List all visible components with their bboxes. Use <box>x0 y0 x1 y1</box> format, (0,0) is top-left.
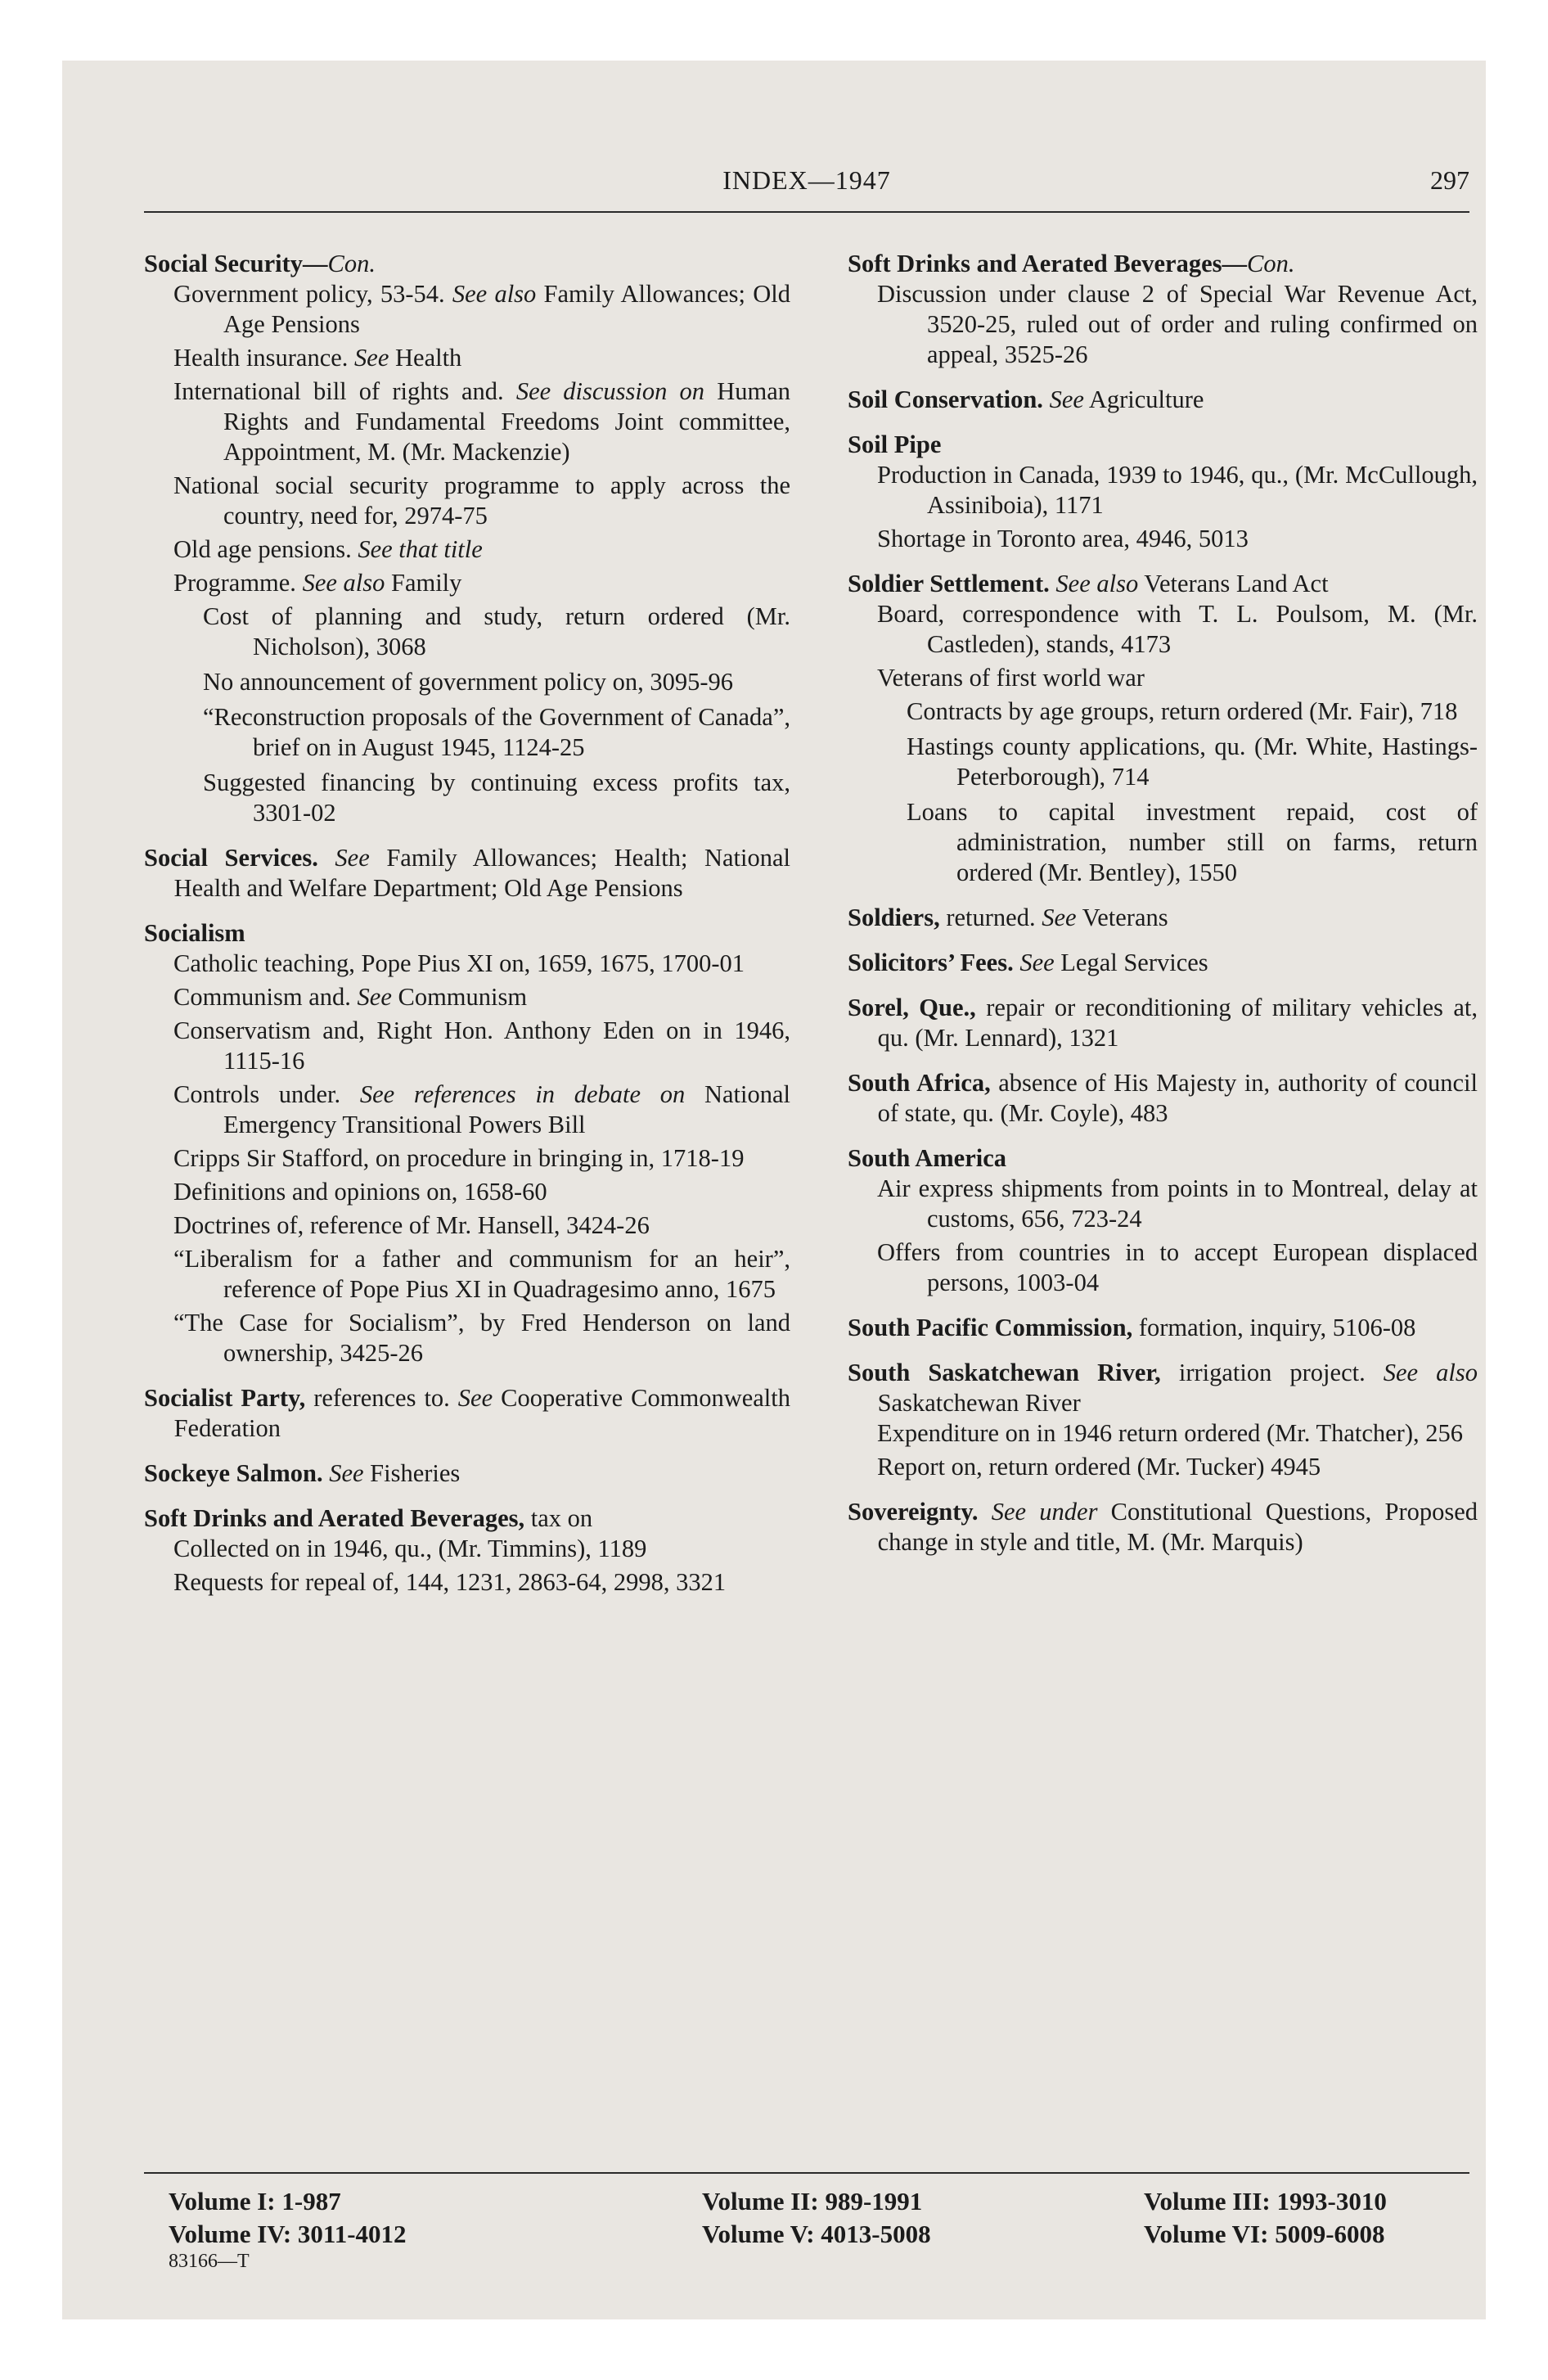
index-entry <box>848 249 1478 370</box>
index-entry <box>848 1068 1478 1129</box>
sub-sub-entry <box>907 696 1478 727</box>
cross-reference-phrase: See also <box>1383 1359 1478 1386</box>
index-entry <box>144 1503 790 1598</box>
entry-text: repair or reconditioning of military vehicles at, qu. (Mr. Lennard), 1321 <box>877 994 1478 1052</box>
index-entry <box>144 249 790 828</box>
cross-reference-phrase: Con. <box>1246 250 1295 277</box>
entry-text: absence of His Majesty in, authority of council of state, qu. (Mr. Coyle), 483 <box>877 1069 1478 1127</box>
cross-reference-phrase: See <box>354 344 389 372</box>
entry-text: “Reconstruction proposals of the Government of Canada”, brief on in August 1945, 1124-25 <box>203 703 790 761</box>
sub-entry <box>173 1016 790 1076</box>
volume-range: 5009-6008 <box>1275 2220 1385 2248</box>
sub-sub-entry <box>203 702 790 763</box>
index-entry <box>848 385 1478 415</box>
entry-text: Cripps Sir Stafford, on procedure in bringing in, 1718-19 <box>173 1144 745 1172</box>
cross-reference-phrase: See <box>1042 904 1077 931</box>
entry-heading <box>848 569 1478 599</box>
sub-sub-entry <box>203 667 790 697</box>
sub-entry <box>877 1418 1478 1449</box>
entry-text: “The Case for Socialism”, by Fred Henderson on land ownership, 3425-26 <box>173 1309 790 1367</box>
sub-entry <box>173 982 790 1012</box>
page-number: 297 <box>1430 165 1469 195</box>
index-entry <box>848 1497 1478 1557</box>
entry-text: references to. <box>305 1384 458 1412</box>
entry-heading <box>848 385 1478 415</box>
entry-text: Conservatism and, Right Hon. Anthony Eden on in 1946, 1115-16 <box>173 1016 790 1075</box>
left-column <box>144 249 790 1612</box>
entry-heading <box>848 1068 1478 1129</box>
headword: South Saskatchewan River, <box>848 1359 1161 1386</box>
volume-range: 3011-4012 <box>297 2220 407 2248</box>
index-page <box>62 61 1486 2319</box>
index-entry <box>848 903 1478 933</box>
headword: Soldier Settlement. <box>848 570 1050 597</box>
sub-entry <box>173 1210 790 1241</box>
entry-text: tax on <box>524 1504 593 1532</box>
entry-text <box>979 1498 992 1526</box>
entry-text: Constitutional Questions, Proposed change in style and title, M. (Mr. Marquis) <box>877 1498 1478 1556</box>
entry-text: Loans to capital investment repaid, cost of administration, number still on farms, return ordered (Mr. Bentley), 1550 <box>907 798 1478 886</box>
sub-entry <box>173 1534 790 1564</box>
entry-text: Discussion under clause 2 of Special War Revenue Act, 3520-25, ruled out of order and ruling confirmed on appeal, 3525-26 <box>877 280 1478 368</box>
entry-text <box>318 844 335 872</box>
entry-text: Agriculture <box>1083 385 1204 413</box>
headword: South Africa, <box>848 1069 991 1097</box>
entry-text: Shortage in Toronto area, 4946, 5013 <box>877 525 1249 552</box>
entry-heading <box>144 1503 790 1534</box>
headword: Sorel, Que., <box>848 994 976 1021</box>
sub-entry <box>173 568 790 598</box>
index-entry <box>848 569 1478 888</box>
printer-code: 83166—T <box>169 2251 250 2272</box>
volume-label: Volume VI: <box>1144 2220 1269 2248</box>
entry-text: returned. <box>939 904 1042 931</box>
entry-text: “Liberalism for a father and communism for an heir”, reference of Pope Pius XI in Quadragesimo anno, 1675 <box>173 1245 790 1303</box>
volume-label: Volume II: <box>702 2187 819 2215</box>
sub-entry <box>877 663 1478 693</box>
volume-label: Volume V: <box>702 2220 815 2248</box>
sub-entry <box>877 460 1478 521</box>
headword: Sockeye Salmon. <box>144 1459 323 1487</box>
sub-entry <box>877 524 1478 554</box>
sub-entry <box>173 1080 790 1140</box>
entry-heading <box>144 249 790 279</box>
entry-text: Programme. <box>173 569 303 597</box>
sub-entry <box>877 1174 1478 1234</box>
entry-heading <box>848 249 1478 279</box>
cross-reference-phrase: See discussion on <box>515 377 705 405</box>
entry-text: Contracts by age groups, return ordered (Mr. Fair), 718 <box>907 697 1458 725</box>
entry-text: Expenditure on in 1946 return ordered (Mr. Thatcher), 256 <box>877 1419 1463 1447</box>
entry-text: Communism <box>391 983 528 1011</box>
entry-heading <box>144 1458 790 1489</box>
entry-text: Human Rights and Fundamental Freedoms Joint committee, Appointment, M. (Mr. Mackenzie) <box>223 377 790 466</box>
headword: Soldiers, <box>848 904 940 931</box>
entry-text: Veterans of first world war <box>877 664 1145 692</box>
entry-heading <box>848 1313 1478 1343</box>
entry-heading <box>144 1383 790 1444</box>
headword: Soft Drinks and Aerated Beverages, <box>144 1504 525 1532</box>
cross-reference-phrase: See <box>1019 949 1055 976</box>
entry-text: Family Allowances; Health; National Health and Welfare Department; Old Age Pensions <box>173 844 790 902</box>
footer-rule <box>144 2172 1469 2174</box>
headword: Sovereignty. <box>848 1498 979 1526</box>
sub-entry <box>173 279 790 340</box>
index-entry <box>144 843 790 904</box>
volume-range: 989-1991 <box>825 2187 923 2215</box>
sub-entry <box>173 1567 790 1598</box>
volume-range: 1993-3010 <box>1276 2187 1387 2215</box>
entry-heading <box>848 1143 1478 1174</box>
entry-text: Veterans Land Act <box>1138 570 1329 597</box>
entry-text: Fisheries <box>363 1459 461 1487</box>
entry-text: Cost of planning and study, return ordered (Mr. Nicholson), 3068 <box>203 602 790 660</box>
cross-reference-phrase: See also <box>452 280 537 308</box>
cross-reference-phrase: See also <box>302 569 385 597</box>
entry-text: Hastings county applications, qu. (Mr. White, Hastings-Peterborough), 714 <box>907 732 1478 791</box>
sub-entry <box>173 1308 790 1368</box>
volume-range: 1-987 <box>281 2187 341 2215</box>
sub-entry <box>173 1244 790 1305</box>
cross-reference-phrase: See that title <box>358 535 483 563</box>
header-rule <box>144 211 1469 213</box>
sub-entry <box>173 1177 790 1207</box>
entry-heading <box>848 993 1478 1053</box>
sub-sub-entry <box>907 797 1478 888</box>
entry-text: irrigation project. <box>1160 1359 1384 1386</box>
headword: South America <box>848 1144 1007 1172</box>
headword: South Pacific Commission, <box>848 1314 1133 1341</box>
sub-sub-entry <box>907 732 1478 792</box>
entry-text: National Emergency Transitional Powers Bill <box>223 1080 790 1138</box>
headword: Soft Drinks and Aerated Beverages— <box>848 250 1247 277</box>
entry-text: Health insurance. <box>173 344 355 372</box>
entry-heading <box>848 903 1478 933</box>
index-entry <box>848 948 1478 978</box>
entry-text: Catholic teaching, Pope Pius XI on, 1659, 1675, 1700-01 <box>173 949 745 977</box>
volume-entry <box>169 2218 407 2251</box>
volume-range: 4013-5008 <box>821 2220 931 2248</box>
cross-reference-phrase: Con. <box>327 250 376 277</box>
entry-heading <box>848 430 1478 460</box>
index-entry <box>848 1143 1478 1298</box>
entry-text: Health <box>389 344 462 372</box>
sub-entry <box>173 949 790 979</box>
headword: Socialist Party, <box>144 1384 306 1412</box>
entry-text: Doctrines of, reference of Mr. Hansell, 3424-26 <box>173 1211 650 1239</box>
cross-reference-phrase: See under <box>991 1498 1098 1526</box>
headword: Soil Conservation. <box>848 385 1043 413</box>
volume-label: Volume III: <box>1144 2187 1271 2215</box>
entry-text: Government policy, 53-54. <box>173 280 452 308</box>
entry-text: No announcement of government policy on, 3095-96 <box>203 668 733 696</box>
index-entry <box>848 430 1478 554</box>
page-title: INDEX—1947 <box>722 165 891 195</box>
entry-text: Air express shipments from points in to Montreal, delay at customs, 656, 723-24 <box>877 1174 1478 1233</box>
sub-entry <box>173 471 790 531</box>
entry-text: Definitions and opinions on, 1658-60 <box>173 1178 547 1206</box>
entry-text: formation, inquiry, 5106-08 <box>1132 1314 1416 1341</box>
sub-sub-entry <box>203 602 790 662</box>
entry-text: Offers from countries in to accept European displaced persons, 1003-04 <box>877 1238 1478 1296</box>
entry-heading <box>848 948 1478 978</box>
sub-entry <box>877 279 1478 370</box>
volume-label: Volume IV: <box>169 2220 292 2248</box>
cross-reference-phrase: See references in debate on <box>359 1080 686 1108</box>
sub-entry <box>173 1143 790 1174</box>
entry-text: Family <box>385 569 462 597</box>
entry-heading <box>848 1497 1478 1557</box>
volume-entry <box>1144 2185 1387 2218</box>
entry-text: National social security programme to apply across the country, need for, 2974-75 <box>173 471 790 530</box>
index-entry <box>144 1458 790 1489</box>
cross-reference-phrase: See <box>457 1384 493 1412</box>
entry-heading <box>144 918 790 949</box>
entry-text: Report on, return ordered (Mr. Tucker) 4945 <box>877 1453 1321 1481</box>
headword: Socialism <box>144 919 245 947</box>
index-entry <box>144 1383 790 1444</box>
cross-reference-phrase: See also <box>1055 570 1139 597</box>
sub-entry <box>877 1452 1478 1482</box>
entry-heading <box>848 1358 1478 1418</box>
entry-text <box>1043 385 1050 413</box>
volume-label: Volume I: <box>169 2187 276 2215</box>
index-entry <box>144 918 790 1368</box>
sub-entry <box>877 599 1478 660</box>
headword: Social Services. <box>144 844 318 872</box>
sub-entry <box>877 1237 1478 1298</box>
sub-entry <box>173 343 790 373</box>
entry-text: Communism and. <box>173 983 358 1011</box>
right-column <box>848 249 1478 1572</box>
running-head <box>144 156 1469 205</box>
cross-reference-phrase: See <box>1049 385 1084 413</box>
entry-text: Legal Services <box>1054 949 1208 976</box>
volume-entry <box>702 2185 922 2218</box>
cross-reference-phrase: See <box>357 983 392 1011</box>
sub-sub-entry <box>203 768 790 828</box>
entry-text: Collected on in 1946, qu., (Mr. Timmins), 1189 <box>173 1535 647 1562</box>
entry-text: Veterans <box>1076 904 1168 931</box>
entry-text: Saskatchewan River <box>877 1389 1081 1417</box>
entry-text: Controls under. <box>173 1080 360 1108</box>
entry-text: Suggested financing by continuing excess profits tax, 3301-02 <box>203 769 790 827</box>
sub-entry <box>173 534 790 565</box>
entry-text: Board, correspondence with T. L. Poulsom, M. (Mr. Castleden), stands, 4173 <box>877 600 1478 658</box>
cross-reference-phrase: See <box>335 844 370 872</box>
entry-text: Requests for repeal of, 144, 1231, 2863-64, 2998, 3321 <box>173 1568 727 1596</box>
volume-entry <box>702 2218 931 2251</box>
entry-text: Cooperative Commonwealth Federation <box>173 1384 790 1442</box>
headword: Soil Pipe <box>848 430 942 458</box>
cross-reference-phrase: See <box>329 1459 364 1487</box>
entry-text: Old age pensions. <box>173 535 358 563</box>
entry-text: Production in Canada, 1939 to 1946, qu., (Mr. McCullough, Assiniboia), 1171 <box>877 461 1478 519</box>
volume-entry <box>1144 2218 1385 2251</box>
index-entry <box>848 1313 1478 1343</box>
entry-text: Family Allowances; Old Age Pensions <box>223 280 790 338</box>
volume-entry <box>169 2185 341 2218</box>
sub-entry <box>173 376 790 467</box>
entry-heading <box>144 843 790 904</box>
headword: Solicitors’ Fees. <box>848 949 1014 976</box>
index-entry <box>848 1358 1478 1482</box>
entry-text: International bill of rights and. <box>173 377 516 405</box>
headword: Social Security— <box>144 250 328 277</box>
index-entry <box>848 993 1478 1053</box>
